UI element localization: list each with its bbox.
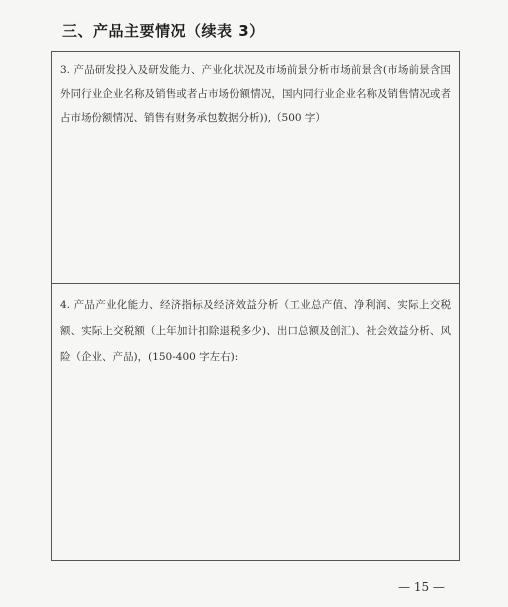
section-title: 三、产品主要情况（续表 3） [62,22,265,40]
form-cell-item-3[interactable] [52,52,459,284]
form-cell-item-4[interactable] [52,284,459,560]
item-3-prompt: 3. 产品研发投入及研发能力、产业化状况及市场前景分析市场前景含(市场前景含国外同行业企业名称及销售或者占市场份额情况，国内同行业企业名称及销售情况或者占市场份额情况、销售有财务承包数据分析)),（500 字） [60,64,451,124]
page-number: — 15 — [398,580,445,594]
item-4-prompt: 4. 产品产业化能力、经济指标及经济效益分析（工业总产值、净利润、实际上交税额、实际上交税额（上年加计扣除退税多少)、出口总额及创汇)、社会效益分析、风险（企业、产品)，(150-400 字左右): [60,299,451,363]
form-table [51,51,460,561]
